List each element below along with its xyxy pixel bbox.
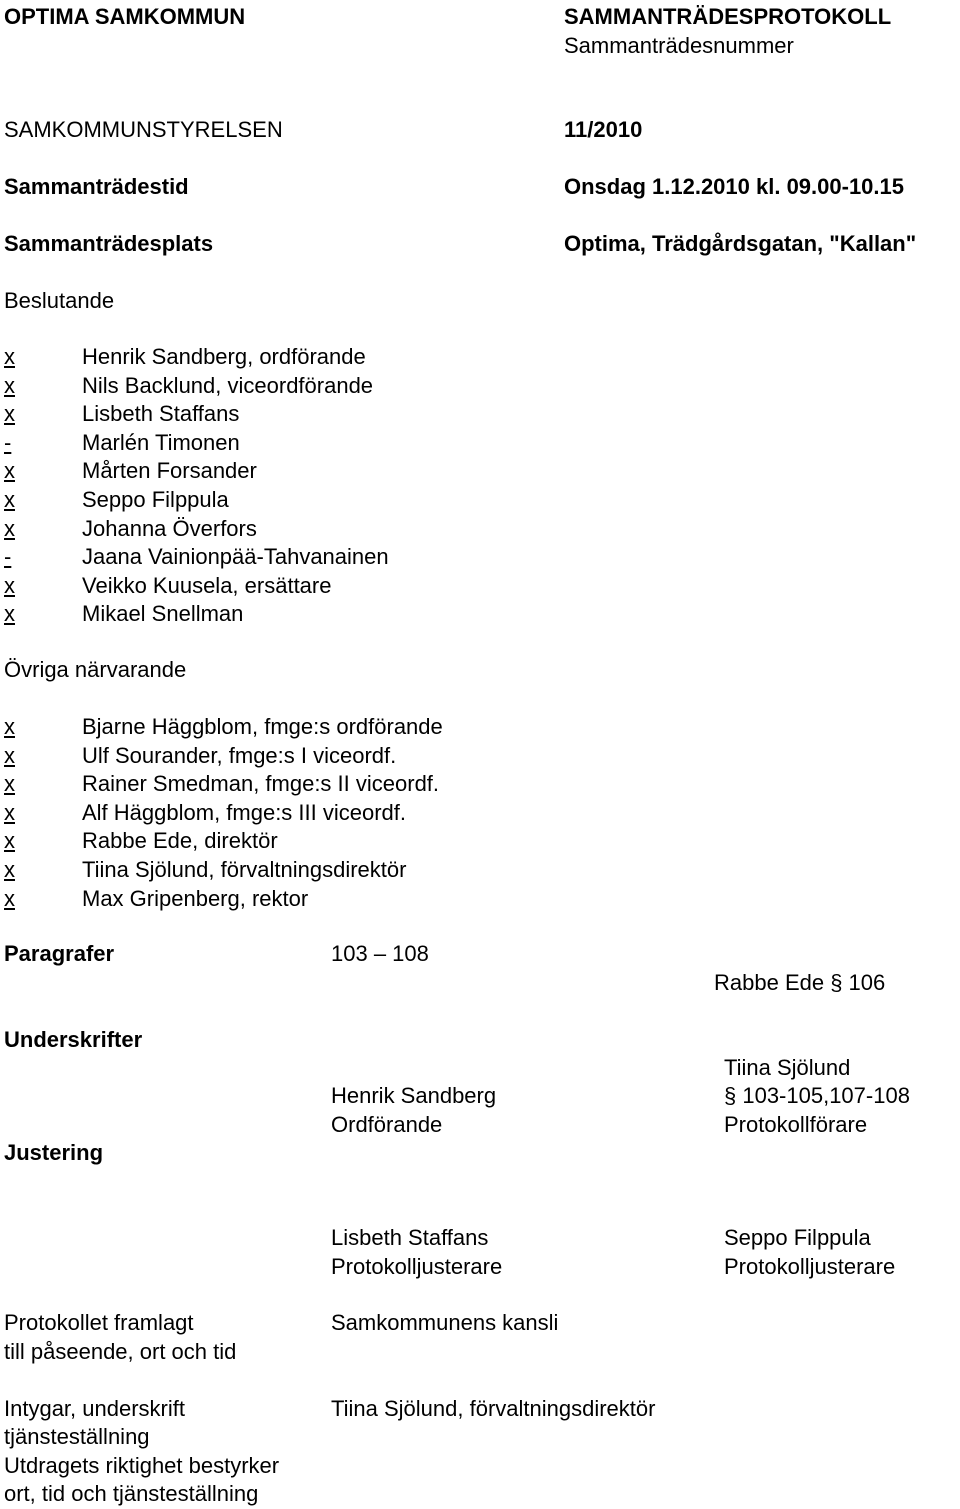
certificate-value: Tiina Sjölund, förvaltningsdirektör (331, 1396, 656, 1421)
member-name: Johanna Överfors (82, 515, 257, 541)
posted-label-line2: till påseende, ort och tid (4, 1339, 237, 1364)
verifier2-role: Protokolljusterare (724, 1254, 896, 1279)
member-name: Rabbe Ede, direktör (82, 828, 278, 854)
attendance-mark: x (4, 857, 15, 882)
attendance-mark: - (4, 544, 12, 570)
member-name: Jaana Vainionpää-Tahvanainen (82, 544, 389, 570)
member-name: Ulf Sourander, fmge:s I viceordf. (82, 742, 397, 768)
secretary-name: Tiina Sjölund (724, 1055, 851, 1080)
verifier1-name: Lisbeth Staffans (331, 1225, 489, 1250)
attendance-mark: x (4, 487, 15, 512)
member-name: Nils Backlund, viceordförande (82, 372, 374, 398)
member-name: Marlén Timonen (82, 429, 240, 455)
attendance-mark: x (4, 401, 15, 427)
attendance-mark: x (4, 885, 15, 911)
extract-label-line1: Utdragets riktighet bestyrker (4, 1453, 280, 1478)
attendance-mark: x (4, 458, 15, 484)
member-name: Alf Häggblom, fmge:s III viceordf. (82, 799, 407, 825)
chair-name: Henrik Sandberg (331, 1083, 497, 1108)
organization-name: OPTIMA SAMKOMMUN (4, 4, 246, 29)
attendance-mark: x (4, 799, 15, 825)
attendance-mark: x (4, 344, 15, 369)
attendance-mark: x (4, 515, 15, 541)
signatures-label: Underskrifter (4, 1027, 143, 1052)
attendance-mark: x (4, 572, 15, 598)
attendance-mark: x (4, 828, 15, 854)
governing-body: SAMKOMMUNSTYRELSEN (4, 117, 283, 142)
paragraphs-note: Rabbe Ede § 106 (714, 970, 886, 995)
meeting-time-value: Onsdag 1.12.2010 kl. 09.00-10.15 (564, 174, 905, 199)
attendance-mark: x (4, 372, 15, 398)
chair-role: Ordförande (331, 1112, 443, 1137)
member-name: Seppo Filppula (82, 487, 229, 512)
secretary-paragraphs: § 103-105,107-108 (724, 1083, 910, 1108)
paragraphs-label: Paragrafer (4, 941, 115, 966)
attendance-mark: - (4, 429, 12, 455)
member-name: Mårten Forsander (82, 458, 257, 484)
certificate-label-line2: tjänsteställning (4, 1424, 150, 1449)
member-name: Max Gripenberg, rektor (82, 885, 309, 911)
meeting-number: 11/2010 (564, 117, 643, 142)
member-name: Rainer Smedman, fmge:s II viceordf. (82, 771, 440, 797)
verification-label: Justering (4, 1140, 104, 1165)
decision-makers-list (0, 344, 960, 634)
attendance-mark: x (4, 742, 15, 768)
others-present-heading: Övriga närvarande (4, 657, 187, 682)
extract-label-line2: ort, tid och tjänsteställning (4, 1481, 259, 1506)
meeting-time-label: Sammanträdestid (4, 174, 189, 199)
posted-label-line1: Protokollet framlagt (4, 1310, 194, 1335)
paragraphs-range: 103 – 108 (331, 941, 429, 966)
member-name: Mikael Snellman (82, 601, 244, 627)
attendance-mark: x (4, 601, 15, 627)
member-name: Bjarne Häggblom, fmge:s ordförande (82, 714, 443, 739)
meeting-number-label: Sammanträdesnummer (564, 33, 794, 58)
posted-value: Samkommunens kansli (331, 1310, 559, 1335)
meeting-place-label: Sammanträdesplats (4, 231, 214, 256)
member-name: Lisbeth Staffans (82, 401, 240, 427)
attendance-mark: x (4, 714, 15, 739)
member-name: Veikko Kuusela, ersättare (82, 572, 332, 598)
others-present-list (0, 714, 960, 914)
member-name: Henrik Sandberg, ordförande (82, 344, 366, 369)
attendance-mark: x (4, 771, 15, 797)
decision-makers-heading: Beslutande (4, 288, 115, 313)
secretary-role: Protokollförare (724, 1112, 868, 1137)
certificate-label-line1: Intygar, underskrift (4, 1396, 185, 1421)
verifier1-role: Protokolljusterare (331, 1254, 503, 1279)
meeting-place-value: Optima, Trädgårdsgatan, "Kallan" (564, 231, 917, 256)
verifier2-name: Seppo Filppula (724, 1225, 871, 1250)
member-name: Tiina Sjölund, förvaltningsdirektör (82, 857, 407, 882)
document-type: SAMMANTRÄDESPROTOKOLL (564, 4, 892, 29)
